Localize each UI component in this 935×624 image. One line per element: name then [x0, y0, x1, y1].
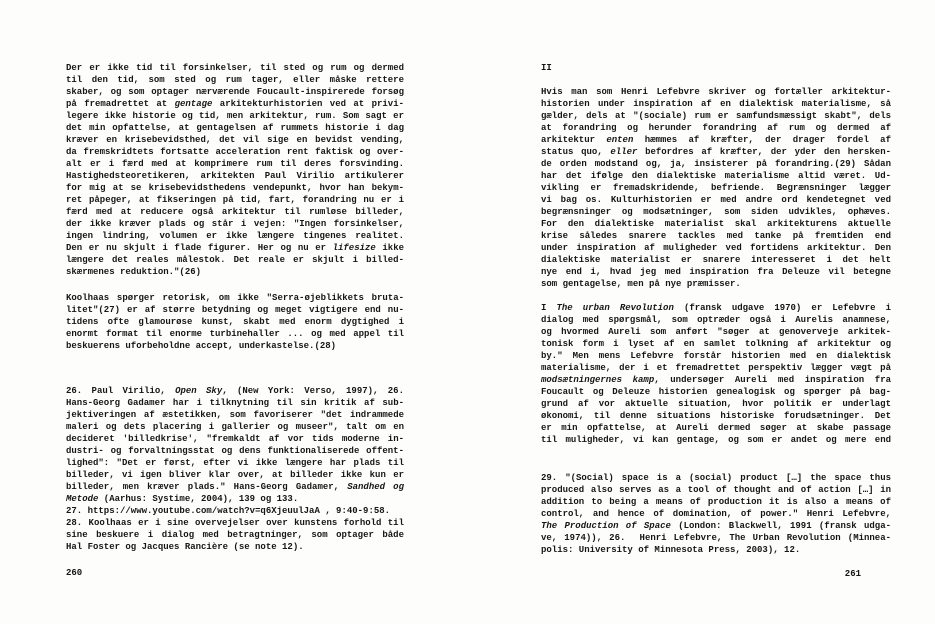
footnote-26	[66, 385, 404, 505]
text-line: krise således snarere tackles med tanke på fremtiden end	[541, 231, 891, 241]
footnotes-section	[66, 385, 404, 553]
text-line: polis: University of Minnesota Press, 2003), 12.	[541, 545, 801, 555]
text-line: status quo, eller befordres af kræfter, der yder den hersken-	[541, 147, 891, 157]
text-line: Foucault og Deleuze historien genealogisk og spørger på bag-	[541, 387, 891, 397]
text-line: nye end i, hvad jeg med inspiration fra Deleuze vil betegne	[541, 267, 891, 277]
text-line: maleri og dets placering i gallerier og museer", talt om en	[66, 422, 404, 432]
text-line: sine beskuere i dialog med betragtninger, som optager både	[66, 530, 404, 540]
text-line: 27. https://www.youtube.com/watch?v=q6XjeuulJaA , 9:40-9:58.	[66, 506, 391, 516]
text-line: jektiveringen af æstetikken, som favoriserer "det indrammede	[66, 410, 404, 420]
text-line: beskuerens uforbeholdne accept, underkastelse.(28)	[66, 341, 337, 351]
text-line: modsætningernes kamp, undersøger Aureli med inspiration fra	[541, 375, 891, 385]
text-line: er min opfattelse, at Aureli dermed søger at skabe passage	[541, 423, 891, 433]
text-line: på fremadrettet at gentage arkitekturhistorien ved at privi-	[66, 99, 404, 109]
text-line: I The urban Revolution (fransk udgave 1970) er Lefebvre i	[541, 303, 891, 313]
text-line: by." Men mens Lefebvre forstår historien med en dialektisk	[541, 351, 891, 361]
text-line: begrænsninger og modsætninger, som siden udvikles, ophæves.	[541, 207, 891, 217]
text-line: Hans-Georg Gadamer har i tilknytning til sin kritik af sub-	[66, 398, 404, 408]
text-line: ret påpeger, at fikseringen på tid, fart, forandring nu er i	[66, 195, 404, 205]
footnote-28	[66, 517, 404, 553]
text-line: tonisk form i lyset af en samlet tolkning af arkitektur og	[541, 339, 891, 349]
text-line: vi bag os. Kulturhistorien er med andre ord kendetegnet ved	[541, 195, 891, 205]
text-line: produced also serves as a tool of thought and of action […] in	[541, 485, 891, 495]
text-line: grund af vor aktuelle situation, hvor politik er underlagt	[541, 399, 891, 409]
text-line: Hvis man som Henri Lefebvre skriver og fortæller arkitektur-	[541, 87, 891, 97]
section-heading: II	[541, 63, 552, 73]
text-line: For den dialektiske materialist skal arkitekturens aktuelle	[541, 219, 891, 229]
text-line: ingen lindring, volumen er ikke længere tingenes realitet.	[66, 231, 404, 241]
text-line: gælder, dels at "(sociale) rum er samfundsmæssigt skabt", dels	[541, 111, 891, 121]
footnotes-section	[541, 472, 891, 556]
text-line: legere ikke historie og tid, men arkitektur, rum. Som sagt er	[66, 111, 404, 121]
text-line: enormt format til enorme turbinehaller ... og med appel til	[66, 329, 404, 339]
text-line: Den er nu skjult i flade figurer. Her og nu er lifesize ikke	[66, 243, 404, 253]
page-number-right: 261	[844, 569, 861, 579]
text-line: control, and hence of domination, of power." Henri Lefebvre,	[541, 509, 891, 519]
footnote-27	[66, 505, 404, 517]
text-line: vikling er fremadskridende, befriende. Begrænsninger lægger	[541, 183, 891, 193]
text-line: dialektiske materialist er snarere interesseret i det helt	[541, 255, 891, 265]
text-line: skaber, og som optager nærværende Foucault-inspirerede forsøg	[66, 87, 404, 97]
text-line: de orden modstand og, ja, insisterer på forandring.(29) Sådan	[541, 159, 891, 169]
text-line: 28. Koolhaas er i sine overvejelser over kunstens forhold til	[66, 518, 404, 528]
paragraph	[541, 302, 891, 446]
text-line: tidens ofte glamourøse kunst, skabt med enorm dygtighed i	[66, 317, 404, 327]
paragraph	[66, 292, 404, 352]
text-line: under inspiration af muligheder ved fortidens arkitektur. Den	[541, 243, 891, 253]
page-left	[66, 62, 404, 579]
text-line: som gentagelse, men på nye præmisser.	[541, 279, 741, 289]
text-line: færd med at reducere også arkitektur til rumløse billeder,	[66, 207, 404, 217]
text-line: dustri- og forvaltningsstat og dens funktionaliserede offent-	[66, 446, 404, 456]
footnote-29	[541, 472, 891, 556]
text-line: Der er ikke tid til forsinkelser, til sted og rum og dermed	[66, 63, 404, 73]
text-line: alt er i færd med at komprimere rum til deres forsvinding.	[66, 159, 404, 169]
text-line: skærmenes reduktion."(26)	[66, 267, 202, 277]
text-line: kræver en krisebevidsthed, det vil sige en bevidst vending,	[66, 135, 404, 145]
text-line: og hvormed Aureli som anført "søger at genoverveje arkitek-	[541, 327, 891, 337]
text-line: Hastighedsteoretikeren, arkitekten Paul Virilio artikulerer	[66, 171, 404, 181]
text-line: til muligheder, vi kan gentage, og som er andet og mere end	[541, 435, 891, 445]
text-line: da fremskridtets fortsatte acceleration rent faktisk og over-	[66, 147, 404, 157]
text-line: det min opfattelse, at gentagelsen af rummets historie i dag	[66, 123, 404, 133]
text-line: lighed": "Det er først, efter vi ikke længere har plads til	[66, 458, 404, 468]
text-line: Koolhaas spørger retorisk, om ikke "Serra-øjeblikkets bruta-	[66, 293, 404, 303]
page-number-left: 260	[66, 568, 83, 578]
text-line: 26. Paul Virilio, Open Sky, (New York: Verso, 1997), 26.	[66, 386, 404, 396]
text-line: The Production of Space (London: Blackwell, 1991 (fransk udga-	[541, 521, 891, 531]
text-line: for mig at se krisebevidsthedens vendepunkt, hvor han bekym-	[66, 183, 404, 193]
text-line: til den tid, som sted og rum tager, eller måske rettere	[66, 75, 404, 85]
page-right	[541, 62, 891, 580]
text-line: at forandring og herunder forandring af rum og dermed af	[541, 123, 891, 133]
text-line: økonomi, til denne situations historiske forudsætninger. Det	[541, 411, 891, 421]
text-line: billeder, men kræver plads." Hans-Georg Gadamer, Sandhed og	[66, 482, 404, 492]
text-line: Metode (Aarhus: Systime, 2004), 139 og 133.	[66, 494, 299, 504]
text-line: Hal Foster og Jacques Rancière (se note 12).	[66, 542, 304, 552]
text-line: historien under inspiration af en dialektisk materialisme, så	[541, 99, 891, 109]
text-line: materialisme, der i et fremadrettet perspektiv lægger vægt på	[541, 363, 891, 373]
paragraph	[66, 62, 404, 278]
text-line: ve, 1974)), 26. Henri Lefebvre, The Urban Revolution (Minnea-	[541, 533, 891, 543]
text-line: længere det reales målestok. Det reale er skjult i billed-	[66, 255, 404, 265]
text-line: decideret 'billedkrise', "fremkaldt af vor tids moderne in-	[66, 434, 404, 444]
text-line: addition to being a means of production it is also a means of	[541, 497, 891, 507]
text-line: billeder, vi igen bliver klar over, at billeder ikke kun er	[66, 470, 404, 480]
text-line: der ikke kræver plads og står i vejen: "Ingen forsinkelser,	[66, 219, 404, 229]
text-line: 29. "(Social) space is a (social) product […] the space thus	[541, 473, 891, 483]
text-line: har det ifølge den dialektiske materialisme altid været. Ud-	[541, 171, 891, 181]
text-line: dialog med spørgsmål, som optræder også i Aurelis anamnese,	[541, 315, 891, 325]
text-line: litet"(27) er af større betydning og meget vigtigere end nu-	[66, 305, 404, 315]
paragraph	[541, 86, 891, 290]
text-line: arkitektur enten hæmmes af kræfter, der drager fordel af	[541, 135, 891, 145]
